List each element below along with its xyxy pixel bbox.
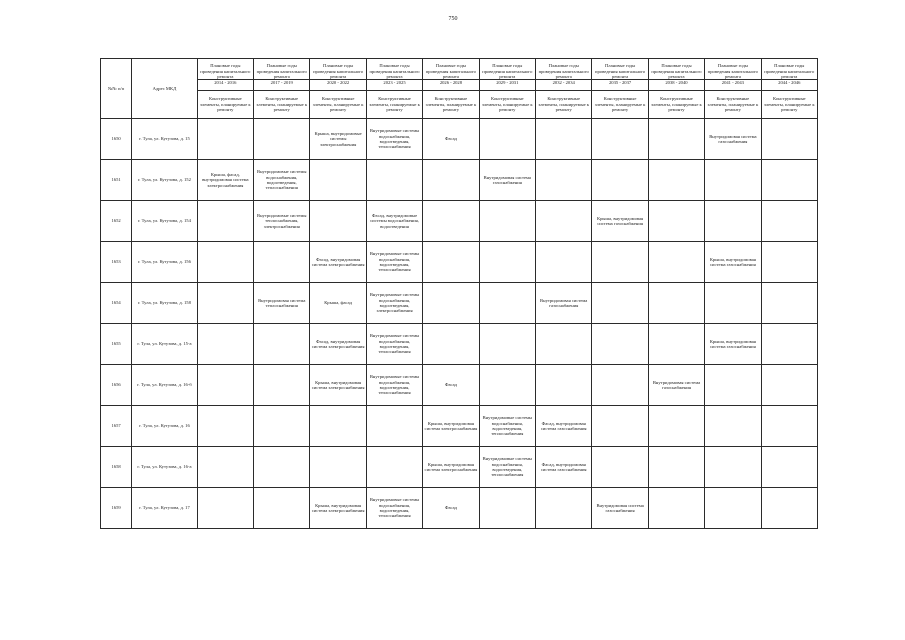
header-elements-6: Конструктивные элементы, планируемые к ремонту (536, 91, 592, 119)
repair-cell: Внутридомовые системы водоснабжения, водоотведения, теплоснабжения (254, 160, 310, 201)
repair-cell (761, 283, 817, 324)
header-elements-3: Конструктивные элементы, планируемые к ремонту (366, 91, 422, 119)
repair-cell (761, 447, 817, 488)
repair-cell (536, 365, 592, 406)
repair-cell (761, 324, 817, 365)
repair-cell (479, 365, 535, 406)
header-elements-10: Конструктивные элементы, планируемые к ремонту (761, 91, 817, 119)
header-elements-2: Конструктивные элементы, планируемые к ремонту (310, 91, 366, 119)
header-row-elements (101, 91, 818, 119)
repair-cell (423, 283, 479, 324)
table-body (101, 119, 818, 529)
header-elements-1: Конструктивные элементы, планируемые к ремонту (254, 91, 310, 119)
repair-cell: Фасад (423, 365, 479, 406)
row-address: г. Тула, ул. Кутузова, д. 156 (132, 242, 197, 283)
period-years-label: Плановые годы проведения капитального ремонта (482, 63, 533, 79)
repair-cell (536, 119, 592, 160)
repair-cell (592, 119, 648, 160)
repair-cell: Фасад, внутридомовая система газоснабжения (536, 447, 592, 488)
repair-cell (310, 406, 366, 447)
repair-cell: Крыша, фасад, внутридомовая система электроснабжения (197, 160, 253, 201)
repair-cell: Внутридомовые системы водоснабжения, водоотведения, теплоснабжения (366, 488, 422, 529)
repair-cell: Внутридомовая система газоснабжения (592, 488, 648, 529)
period-years-label: Плановые годы проведения капитального ремонта (256, 63, 307, 79)
repair-cell (254, 447, 310, 488)
period-range: 2026 - 2028 (423, 79, 478, 85)
repair-cell: Внутридомовая система газоснабжения (536, 283, 592, 324)
period-years-label: Плановые годы проведения капитального ремонта (764, 63, 815, 79)
row-address: г. Тула, ул. Кутузова, д. 15-а (132, 324, 197, 365)
header-period-1 (254, 59, 310, 91)
repair-cell: Внутридомовая система газоснабжения (479, 160, 535, 201)
repair-cell (479, 119, 535, 160)
repair-cell (423, 242, 479, 283)
repair-cell (648, 119, 704, 160)
row-address: г. Тула, ул. Кутузова, д. 152 (132, 160, 197, 201)
repair-cell (197, 324, 253, 365)
row-number: 1651 (101, 160, 132, 201)
header-period-5 (479, 59, 535, 91)
repair-cell (254, 365, 310, 406)
repair-cell (592, 283, 648, 324)
repair-cell (479, 488, 535, 529)
header-period-6 (536, 59, 592, 91)
repair-cell (648, 201, 704, 242)
repair-cell (254, 324, 310, 365)
repair-cell (423, 201, 479, 242)
repair-cell (761, 488, 817, 529)
period-range: 2044 - 2046 (762, 79, 817, 85)
repair-cell (479, 283, 535, 324)
period-years-label: Плановые годы проведения капитального ремонта (707, 63, 758, 79)
repair-cell: Внутридомовая система газоснабжения (705, 119, 761, 160)
repair-cell: Крыша, внутридомовая система электроснабжения (310, 365, 366, 406)
table-row (101, 406, 818, 447)
period-years-label: Плановые годы проведения капитального ремонта (595, 63, 646, 79)
period-years-label: Плановые годы проведения капитального ремонта (538, 63, 589, 79)
repair-cell (310, 160, 366, 201)
repair-cell: Внутридомовая система газоснабжения (648, 365, 704, 406)
capital-repair-table (100, 58, 818, 529)
header-elements-4: Конструктивные элементы, планируемые к ремонту (423, 91, 479, 119)
repair-cell (197, 406, 253, 447)
period-range: 2035 - 2037 (592, 79, 647, 85)
header-period-9 (705, 59, 761, 91)
header-period-2 (310, 59, 366, 91)
table-row (101, 283, 818, 324)
page-number: 750 (448, 16, 458, 22)
table-row (101, 488, 818, 529)
header-period-0 (197, 59, 253, 91)
repair-cell (705, 488, 761, 529)
row-address: г. Тула, ул. Кутузова, д. 154 (132, 201, 197, 242)
header-elements-5: Конструктивные элементы, планируемые к ремонту (479, 91, 535, 119)
header-period-4 (423, 59, 479, 91)
period-range: 2029 - 2031 (480, 79, 535, 85)
repair-cell (705, 365, 761, 406)
header-elements-7: Конструктивные элементы, планируемые к ремонту (592, 91, 648, 119)
period-years-label: Плановые годы проведения капитального ремонта (313, 63, 364, 79)
repair-cell (536, 201, 592, 242)
repair-cell (366, 406, 422, 447)
repair-cell (254, 242, 310, 283)
header-period-3 (366, 59, 422, 91)
repair-cell (761, 242, 817, 283)
repair-cell (479, 242, 535, 283)
repair-cell (648, 447, 704, 488)
period-range: 2032 - 2034 (536, 79, 591, 85)
repair-cell: Внутридомовые системы водоснабжения, водоотведения, теплоснабжения (366, 242, 422, 283)
table-row (101, 324, 818, 365)
header-elements-9: Конструктивные элементы, планируемые к ремонту (705, 91, 761, 119)
repair-cell: Внутридомовые системы водоснабжения, водоотведения, электроснабжения (366, 283, 422, 324)
table-row (101, 365, 818, 406)
repair-cell (705, 406, 761, 447)
row-number: 1656 (101, 365, 132, 406)
row-address: г. Тула, ул. Кутузова, д. 15 (132, 119, 197, 160)
repair-cell (648, 242, 704, 283)
period-range: 2017 - 2019 (254, 79, 309, 85)
repair-cell (648, 283, 704, 324)
row-number: 1652 (101, 201, 132, 242)
repair-cell (536, 324, 592, 365)
header-num: №№ п/п (101, 59, 132, 119)
header-elements-8: Конструктивные элементы, планируемые к ремонту (648, 91, 704, 119)
period-range: 2038 - 2040 (649, 79, 704, 85)
repair-cell: Внутридомовые системы водоснабжения, водоотведения, теплоснабжения (479, 406, 535, 447)
repair-cell: Крыша, внутридомовая система газоснабжения (705, 324, 761, 365)
repair-cell: Крыша, внутридомовая система газоснабжения (705, 242, 761, 283)
repair-cell (479, 324, 535, 365)
row-address: г. Тула, ул. Кутузова, д. 16 (132, 406, 197, 447)
row-number: 1650 (101, 119, 132, 160)
period-range: 2014 - 2016 (198, 79, 253, 85)
repair-cell (197, 119, 253, 160)
repair-cell (761, 119, 817, 160)
row-number: 1654 (101, 283, 132, 324)
repair-cell: Фасад (423, 119, 479, 160)
repair-cell: Фасад, внутридомовая система электроснабжения (310, 242, 366, 283)
table-row (101, 242, 818, 283)
repair-cell (536, 160, 592, 201)
repair-cell (592, 242, 648, 283)
repair-cell (592, 406, 648, 447)
repair-cell (761, 201, 817, 242)
repair-cell: Внутридомовые системы водоснабжения, водоотведения, теплоснабжения (366, 365, 422, 406)
period-range: 2041 - 2043 (705, 79, 760, 85)
period-years-label: Плановые годы проведения капитального ремонта (651, 63, 702, 79)
header-address: Адрес МКД (132, 59, 197, 119)
repair-cell (197, 242, 253, 283)
row-number: 1659 (101, 488, 132, 529)
repair-cell: Внутридомовые системы водоснабжения, водоотведения, теплоснабжения (366, 119, 422, 160)
repair-cell: Крыша, внутридомовые системы электроснабжения (310, 119, 366, 160)
repair-cell (592, 365, 648, 406)
repair-cell: Внутридомовая система теплоснабжения (254, 283, 310, 324)
repair-cell (592, 160, 648, 201)
repair-cell: Фасад (423, 488, 479, 529)
row-number: 1657 (101, 406, 132, 447)
repair-cell (366, 160, 422, 201)
table-row (101, 160, 818, 201)
repair-cell (705, 283, 761, 324)
repair-cell (197, 365, 253, 406)
repair-cell: Фасад, внутридомовые системы водоснабжения, водоотведения (366, 201, 422, 242)
table-row (101, 447, 818, 488)
repair-cell (254, 488, 310, 529)
repair-cell: Внутридомовые системы теплоснабжения, электроснабжения (254, 201, 310, 242)
period-range: 2023 - 2025 (367, 79, 422, 85)
repair-cell (648, 488, 704, 529)
repair-cell (366, 447, 422, 488)
row-number: 1658 (101, 447, 132, 488)
repair-cell (423, 160, 479, 201)
repair-cell (592, 324, 648, 365)
repair-cell (423, 324, 479, 365)
repair-cell (592, 447, 648, 488)
repair-cell: Фасад, внутридомовая система газоснабжения (536, 406, 592, 447)
repair-cell (705, 160, 761, 201)
repair-cell (254, 119, 310, 160)
repair-cell (197, 447, 253, 488)
repair-cell (479, 201, 535, 242)
table-row (101, 119, 818, 160)
repair-cell (310, 447, 366, 488)
repair-cell: Внутридомовые системы водоснабжения, водоотведения, теплоснабжения (479, 447, 535, 488)
period-years-label: Плановые годы проведения капитального ремонта (369, 63, 420, 79)
period-years-label: Плановые годы проведения капитального ремонта (200, 63, 251, 79)
repair-cell (761, 365, 817, 406)
row-address: г. Тула, ул. Кутузова, д. 16-а (132, 447, 197, 488)
repair-cell (536, 488, 592, 529)
repair-cell (197, 201, 253, 242)
row-number: 1655 (101, 324, 132, 365)
repair-cell (536, 242, 592, 283)
row-address: г. Тула, ул. Кутузова, д. 16-б (132, 365, 197, 406)
period-range: 2020 - 2022 (310, 79, 365, 85)
repair-cell: Крыша, внутридомовая система газоснабжения (592, 201, 648, 242)
repair-cell: Крыша, фасад (310, 283, 366, 324)
repair-cell (705, 201, 761, 242)
header-row-years (101, 59, 818, 91)
header-period-8 (648, 59, 704, 91)
header-elements-0: Конструктивные элементы, планируемые к ремонту (197, 91, 253, 119)
repair-cell (310, 201, 366, 242)
repair-cell: Крыша, внутридомовая система электроснабжения (423, 447, 479, 488)
repair-cell: Крыша, внутридомовая система электроснабжения (423, 406, 479, 447)
repair-cell: Внутридомовые системы водоснабжения, водоотведения, теплоснабжения (366, 324, 422, 365)
repair-cell (761, 406, 817, 447)
row-number: 1653 (101, 242, 132, 283)
row-address: г. Тула, ул. Кутузова, д. 158 (132, 283, 197, 324)
table-row (101, 201, 818, 242)
repair-cell (705, 447, 761, 488)
repair-cell (197, 283, 253, 324)
repair-cell (761, 160, 817, 201)
row-address: г. Тула, ул. Кутузова, д. 17 (132, 488, 197, 529)
repair-cell (648, 406, 704, 447)
period-years-label: Плановые годы проведения капитального ремонта (425, 63, 476, 79)
repair-cell: Фасад, внутридомовая система электроснабжения (310, 324, 366, 365)
repair-cell (197, 488, 253, 529)
header-period-10 (761, 59, 817, 91)
repair-cell (254, 406, 310, 447)
repair-cell: Крыша, внутридомовая система электроснабжения (310, 488, 366, 529)
repair-cell (648, 160, 704, 201)
repair-cell (648, 324, 704, 365)
header-period-7 (592, 59, 648, 91)
